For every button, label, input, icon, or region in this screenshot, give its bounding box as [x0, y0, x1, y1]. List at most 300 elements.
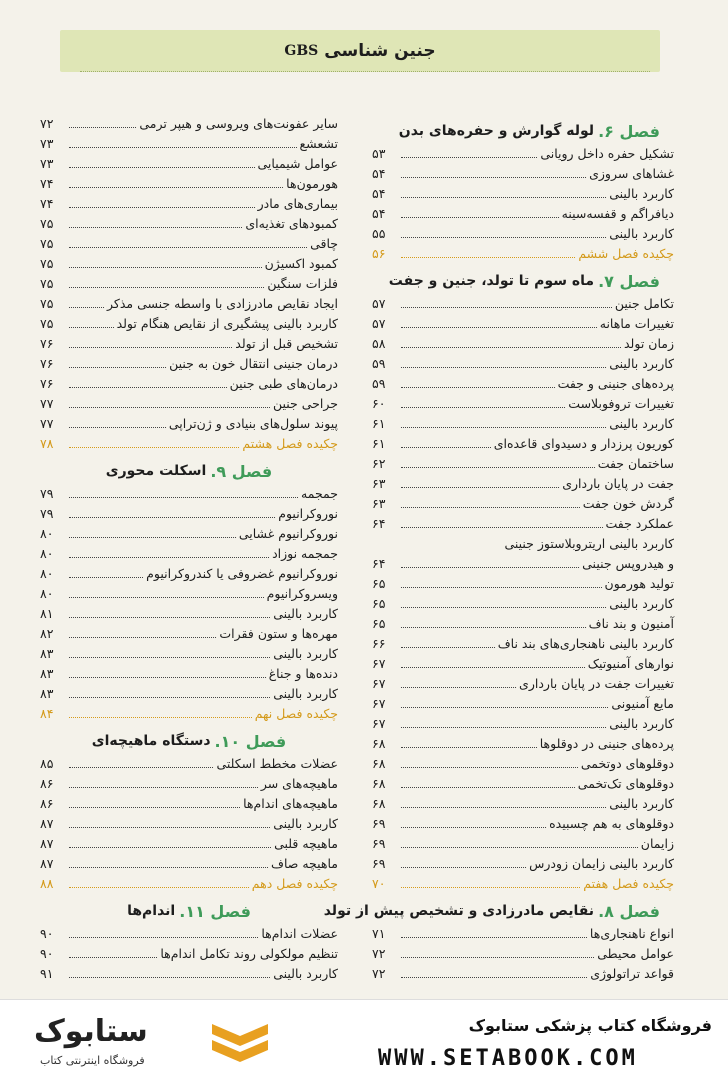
- entry-title: زمان تولد: [624, 336, 674, 351]
- entry-title: ویسروکرانیوم: [266, 586, 338, 601]
- dot-leader: [69, 548, 269, 558]
- chapter-label: فصل ۷.: [598, 271, 660, 291]
- toc-entry: [40, 566, 338, 586]
- page-number: ۶۲: [372, 456, 386, 471]
- toc-entry: [372, 146, 674, 166]
- entry-title: تشخیص قبل از تولد: [235, 336, 338, 351]
- page-number: ۶۸: [372, 776, 386, 791]
- page-number: ۶۸: [372, 756, 386, 771]
- toc-entry: [40, 816, 338, 836]
- dot-leader: [401, 418, 606, 428]
- logo-subtitle: فروشگاه اینترنتی کتاب: [40, 1054, 145, 1067]
- entry-title: دیافراگم و قفسه‌سینه: [561, 206, 674, 221]
- page-number: ۷۹: [40, 486, 54, 501]
- dot-leader: [401, 228, 606, 238]
- dot-leader: [69, 298, 104, 308]
- chevron-logo-icon: [208, 1018, 272, 1068]
- toc-entry: [40, 136, 338, 156]
- page-number: ۸۳: [40, 646, 54, 661]
- page-number: ۶۱: [372, 416, 386, 431]
- page-number: ۶۸: [372, 796, 386, 811]
- dot-leader: [69, 648, 270, 658]
- toc-entry: [372, 376, 674, 396]
- toc-entry: [372, 856, 674, 876]
- page-number: ۸۷: [40, 816, 54, 831]
- page-number: ۷۴: [40, 196, 54, 211]
- toc-entry: [40, 836, 338, 856]
- toc-entry: [372, 536, 674, 556]
- page-number: ۸۳: [40, 686, 54, 701]
- toc-entry: [372, 206, 674, 226]
- toc-entry: [40, 376, 338, 396]
- dot-leader: [69, 588, 264, 598]
- dot-leader: [401, 318, 597, 328]
- dot-leader: [401, 948, 594, 958]
- dot-leader: [69, 138, 297, 148]
- entry-title: کاربرد بالینی: [273, 816, 338, 831]
- entry-title: چکیده فصل هشتم: [242, 436, 338, 451]
- chapter-title: ماه سوم تا تولد، جنین و جفت: [388, 273, 595, 289]
- page-number: ۸۳: [40, 666, 54, 681]
- toc-entry: [40, 666, 338, 686]
- dot-leader: [69, 838, 271, 848]
- toc-entry: [372, 616, 674, 636]
- page-number: ۶۵: [372, 576, 386, 591]
- dot-leader: [401, 518, 603, 528]
- entry-title: کمبود اکسیژن: [264, 256, 338, 271]
- entry-title: تغییرات ماهانه: [599, 316, 674, 331]
- entry-title: چکیده فصل نهم: [254, 706, 338, 721]
- toc-entry: [40, 926, 338, 946]
- entry-title: عوامل محیطی: [597, 946, 674, 961]
- dot-leader: [401, 738, 537, 748]
- dot-leader: [401, 618, 586, 628]
- toc-entry: [40, 686, 338, 706]
- dot-leader: [401, 638, 495, 648]
- toc-entry: [40, 756, 338, 776]
- page-number: ۶۵: [372, 616, 386, 631]
- dot-leader: [69, 968, 270, 978]
- dot-leader: [69, 928, 258, 938]
- dot-leader: [69, 118, 136, 128]
- chapter-label: فصل ۱۰.: [214, 731, 287, 751]
- dot-leader: [401, 298, 612, 308]
- entry-title: کاربرد بالینی: [273, 966, 338, 981]
- entry-title: درمان‌های طبی جنین: [229, 376, 338, 391]
- page-number: ۸۱: [40, 606, 54, 621]
- entry-title: نوروکرانیوم غشایی: [238, 526, 338, 541]
- toc-entry: [372, 716, 674, 736]
- page-number: ۵۶: [372, 246, 386, 261]
- entry-title: کاربرد بالینی اریتروبلاستوز جنینی: [504, 536, 674, 551]
- toc-entry: [372, 926, 674, 946]
- dot-leader: [69, 778, 258, 788]
- dot-leader: [401, 358, 606, 368]
- page-number: ۶۸: [372, 736, 386, 751]
- dot-leader: [401, 498, 580, 508]
- entry-title: دوقلوهای تک‌تخمی: [577, 776, 674, 791]
- page-number: ۵۹: [372, 376, 386, 391]
- dot-leader: [69, 668, 266, 678]
- entry-title: پرده‌های جنینی در دوقلوها: [539, 736, 674, 751]
- chapter-title: نقایص مادرزادی و تشخیص پیش از تولد: [323, 903, 595, 919]
- entry-title: نوروکرانیوم: [278, 506, 338, 521]
- page-number: ۵۹: [372, 356, 386, 371]
- chapter-heading: [40, 896, 338, 926]
- page-number: ۷۳: [40, 156, 54, 171]
- dot-leader: [69, 858, 268, 868]
- dot-leader: [69, 318, 114, 328]
- toc-entry: [372, 436, 674, 456]
- page-number: ۷۵: [40, 316, 54, 331]
- toc-entry: [40, 586, 338, 606]
- page-number: ۸۴: [40, 706, 54, 721]
- entry-title: کاربرد بالینی: [273, 606, 338, 621]
- toc-entry: [40, 116, 338, 136]
- header-title: جنین شناسی: [324, 41, 436, 61]
- entry-title: ماهیچه‌های اندام‌ها: [243, 796, 338, 811]
- dot-leader: [401, 248, 575, 258]
- toc-entry: [372, 636, 674, 656]
- page-number: ۸۲: [40, 626, 54, 641]
- page-number: ۸۷: [40, 856, 54, 871]
- dot-leader: [69, 278, 264, 288]
- dot-leader: [401, 878, 580, 888]
- dot-leader: [69, 398, 270, 408]
- entry-title: کاربرد بالینی: [609, 416, 674, 431]
- page-number: ۵۷: [372, 296, 386, 311]
- toc-entry: [372, 226, 674, 246]
- dot-leader: [401, 928, 587, 938]
- toc-entry: [372, 946, 674, 966]
- chapter-summary-entry: [372, 876, 674, 896]
- page-number: ۶۴: [372, 516, 386, 531]
- toc-entry: [40, 256, 338, 276]
- toc-entry: [372, 496, 674, 516]
- toc-entry: [40, 856, 338, 876]
- entry-title: دوقلوهای به هم چسبیده: [549, 816, 674, 831]
- entry-title: تغییرات جفت در پایان بارداری: [519, 676, 674, 691]
- page-number: ۷۵: [40, 236, 54, 251]
- page-number: ۷۵: [40, 216, 54, 231]
- dot-leader: [401, 338, 621, 348]
- entry-title: کوریون پرزدار و دسیدوای قاعده‌ای: [493, 436, 674, 451]
- dot-leader: [401, 658, 585, 668]
- chapter-label: فصل ۱۱.: [179, 901, 251, 921]
- dot-leader: [401, 758, 578, 768]
- dot-leader: [69, 358, 166, 368]
- toc-entry: [372, 696, 674, 716]
- page-number: ۹۱: [40, 966, 54, 981]
- toc-entry: [372, 396, 674, 416]
- toc-entry: [40, 776, 338, 796]
- toc-entry: [40, 486, 338, 506]
- entry-title: فلزات سنگین: [267, 276, 338, 291]
- page-number: ۶۰: [372, 396, 386, 411]
- toc-entry: [40, 946, 338, 966]
- page-number: ۸۶: [40, 776, 54, 791]
- dot-leader: [69, 818, 270, 828]
- toc-entry: [40, 176, 338, 196]
- entry-title: بیماری‌های مادر: [257, 196, 338, 211]
- dot-leader: [69, 948, 157, 958]
- dot-leader: [69, 568, 143, 578]
- page-number: ۵۵: [372, 226, 386, 241]
- toc-entry: [372, 166, 674, 186]
- chapter-summary-entry: [372, 246, 674, 266]
- chapter-title: اندام‌ها: [127, 903, 176, 919]
- page-number: ۷۸: [40, 436, 54, 451]
- toc-entry: [372, 966, 674, 986]
- toc-entry: [40, 416, 338, 436]
- page-number: ۶۷: [372, 656, 386, 671]
- page-number: ۷۷: [40, 416, 54, 431]
- dot-leader: [69, 418, 166, 428]
- dot-leader: [401, 558, 579, 568]
- dot-leader: [69, 178, 283, 188]
- toc-entry: [372, 476, 674, 496]
- page-number: ۸۶: [40, 796, 54, 811]
- toc-entry: [40, 196, 338, 216]
- dot-leader: [69, 608, 270, 618]
- dot-leader: [401, 438, 491, 448]
- entry-title: جفت در پایان بارداری: [562, 476, 674, 491]
- toc-entry: [372, 736, 674, 756]
- header-brand: GBS: [284, 43, 319, 59]
- toc-entry: [40, 316, 338, 336]
- page-number: ۹۰: [40, 926, 54, 941]
- page-number: ۶۹: [372, 816, 386, 831]
- page-number: ۷۱: [372, 926, 386, 941]
- chapter-label: فصل ۶.: [598, 121, 660, 141]
- page-number: ۷۴: [40, 176, 54, 191]
- entry-title: آمنیون و بند ناف: [588, 616, 674, 631]
- page-number: ۶۴: [372, 556, 386, 571]
- entry-title: دوقلوهای دوتخمی: [580, 756, 674, 771]
- entry-title: چکیده فصل ششم: [578, 246, 674, 261]
- toc-entry: [40, 796, 338, 816]
- page-number: ۸۷: [40, 836, 54, 851]
- page-number: ۷۵: [40, 256, 54, 271]
- entry-title: جمجمه نوزاد: [272, 546, 338, 561]
- toc-entry: [372, 676, 674, 696]
- toc-entry: [372, 596, 674, 616]
- entry-title: کمبودهای تغذیه‌ای: [245, 216, 338, 231]
- entry-title: عوامل شیمیایی: [257, 156, 338, 171]
- dot-leader: [69, 508, 275, 518]
- chapter-label: فصل ۸.: [598, 901, 660, 921]
- page-number: ۷۵: [40, 276, 54, 291]
- entry-title: مهره‌ها و ستون فقرات: [219, 626, 338, 641]
- dot-leader: [69, 158, 255, 168]
- toc-entry: [372, 456, 674, 476]
- chapter-heading: [40, 456, 338, 486]
- page-number: ۵۳: [372, 146, 386, 161]
- page-number: ۸۰: [40, 546, 54, 561]
- entry-title: پرده‌های جنینی و جفت: [557, 376, 674, 391]
- entry-title: عملکرد جفت: [605, 516, 674, 531]
- entry-title: ایجاد نقایص مادرزادی با واسطه جنسی مذکر: [106, 296, 338, 311]
- entry-title: کاربرد بالینی: [609, 596, 674, 611]
- dot-leader: [401, 188, 606, 198]
- dot-leader: [69, 218, 242, 228]
- page-number: ۸۸: [40, 876, 54, 891]
- page-number: ۸۰: [40, 586, 54, 601]
- toc-left-column: [40, 116, 338, 986]
- page-number: ۶۶: [372, 636, 386, 651]
- entry-title: کاربرد بالینی: [609, 356, 674, 371]
- chapter-label: فصل ۹.: [210, 461, 273, 481]
- dot-leader: [69, 338, 232, 348]
- chapter-heading: [40, 726, 338, 756]
- dot-leader: [69, 438, 239, 448]
- page-header: [60, 30, 660, 72]
- page-number: ۶۷: [372, 676, 386, 691]
- toc-entry: [40, 626, 338, 646]
- entry-title: مایع آمنیونی: [611, 696, 674, 711]
- toc-entry: [40, 296, 338, 316]
- dot-leader: [401, 168, 586, 178]
- dot-leader: [401, 208, 559, 218]
- entry-title: کاربرد بالینی پیشگیری از نقایص هنگام تولد: [116, 316, 338, 331]
- toc-entry: [40, 156, 338, 176]
- entry-title: زایمان: [640, 836, 674, 851]
- page-number: ۶۹: [372, 836, 386, 851]
- chapter-title: دستگاه ماهیچه‌ای: [91, 733, 211, 749]
- dot-leader: [401, 778, 575, 788]
- toc-entry: [40, 216, 338, 236]
- dot-leader: [401, 678, 516, 688]
- toc-entry: [372, 186, 674, 206]
- entry-title: پیوند سلول‌های بنیادی و ژن‌تراپی: [168, 416, 338, 431]
- entry-title: و هیدروپس جنینی: [582, 556, 674, 571]
- entry-title: نوارهای آمنیوتیک: [587, 656, 674, 671]
- entry-title: تکامل جنین: [614, 296, 674, 311]
- toc-entry: [372, 776, 674, 796]
- page-number: ۷۳: [40, 136, 54, 151]
- dot-leader: [401, 968, 587, 978]
- page-number: ۶۱: [372, 436, 386, 451]
- entry-title: تشعشع: [299, 136, 338, 151]
- dot-leader: [69, 238, 307, 248]
- dot-leader: [69, 488, 298, 498]
- dot-leader: [401, 478, 559, 488]
- page-number: ۵۷: [372, 316, 386, 331]
- dot-leader: [69, 528, 236, 538]
- toc-entry: [40, 236, 338, 256]
- chapter-title: لوله گوارش و حفره‌های بدن: [398, 123, 595, 139]
- entry-title: کاربرد بالینی زایمان زودرس: [529, 856, 674, 871]
- toc-entry: [40, 966, 338, 986]
- dot-leader: [401, 798, 606, 808]
- page-number: ۶۹: [372, 856, 386, 871]
- entry-title: تغییرات تروفوبلاست: [568, 396, 674, 411]
- page-number: ۸۵: [40, 756, 54, 771]
- toc-entry: [372, 756, 674, 776]
- shop-url[interactable]: WWW.SETABOOK.COM: [378, 1046, 638, 1071]
- dot-leader: [69, 708, 252, 718]
- toc-entry: [40, 276, 338, 296]
- chapter-summary-entry: [40, 876, 338, 896]
- page-number: ۸۰: [40, 566, 54, 581]
- entry-title: ماهیچه‌های سر: [260, 776, 338, 791]
- page-number: ۷۶: [40, 356, 54, 371]
- toc-entry: [372, 576, 674, 596]
- entry-title: تولید هورمون: [604, 576, 674, 591]
- entry-title: جمجمه: [301, 486, 338, 501]
- entry-title: ماهیچه صاف: [271, 856, 338, 871]
- page-number: ۷۲: [40, 116, 54, 131]
- toc-entry: [40, 506, 338, 526]
- dot-leader: [401, 378, 555, 388]
- entry-title: چکیده فصل دهم: [251, 876, 338, 891]
- chapter-summary-entry: [40, 436, 338, 456]
- page-number: ۶۳: [372, 496, 386, 511]
- toc-entry: [372, 656, 674, 676]
- entry-title: دنده‌ها و جناغ: [268, 666, 338, 681]
- toc-entry: [372, 556, 674, 576]
- entry-title: گردش خون جفت: [582, 496, 674, 511]
- page-number: ۶۷: [372, 696, 386, 711]
- entry-title: انواع ناهنجاری‌ها: [589, 926, 674, 941]
- dot-leader: [69, 198, 255, 208]
- page-number: ۶۵: [372, 596, 386, 611]
- entry-title: عضلات اندام‌ها: [261, 926, 338, 941]
- toc-entry: [40, 396, 338, 416]
- toc-entry: [372, 836, 674, 856]
- page-number: ۷۶: [40, 376, 54, 391]
- dot-leader: [69, 378, 227, 388]
- dot-leader: [401, 398, 565, 408]
- entry-title: چاقی: [310, 236, 338, 251]
- toc-entry: [40, 356, 338, 376]
- toc-entry: [40, 526, 338, 546]
- dot-leader: [401, 718, 606, 728]
- toc-entry: [372, 516, 674, 536]
- entry-title: هورمون‌ها: [286, 176, 338, 191]
- toc-entry: [40, 336, 338, 356]
- chapter-heading: [372, 116, 674, 146]
- entry-title: قواعد تراتولوژی: [590, 966, 674, 981]
- dot-leader: [401, 578, 602, 588]
- entry-title: چکیده فصل هفتم: [583, 876, 674, 891]
- entry-title: ماهیچه قلبی: [274, 836, 338, 851]
- chapter-summary-entry: [40, 706, 338, 726]
- entry-title: کاربرد بالینی: [609, 796, 674, 811]
- toc-entry: [372, 796, 674, 816]
- entry-title: کاربرد بالینی: [609, 226, 674, 241]
- toc-entry: [372, 296, 674, 316]
- entry-title: کاربرد بالینی: [273, 646, 338, 661]
- page-number: ۷۰: [372, 876, 386, 891]
- page-number: ۵۸: [372, 336, 386, 351]
- dot-leader: [69, 758, 213, 768]
- entry-title: جراحی جنین: [272, 396, 338, 411]
- page-number: ۷۷: [40, 396, 54, 411]
- toc-entry: [372, 816, 674, 836]
- chapter-heading: [372, 266, 674, 296]
- entry-title: درمان جنینی انتقال خون به جنین: [169, 356, 338, 371]
- toc-entry: [372, 316, 674, 336]
- dot-leader: [401, 698, 608, 708]
- page-number: ۸۰: [40, 526, 54, 541]
- logo-wordmark: ستابوک: [34, 1014, 148, 1049]
- dot-leader: [69, 628, 216, 638]
- header-divider: [80, 71, 650, 72]
- dot-leader: [69, 878, 249, 888]
- dot-leader: [69, 258, 262, 268]
- entry-title: کاربرد بالینی: [273, 686, 338, 701]
